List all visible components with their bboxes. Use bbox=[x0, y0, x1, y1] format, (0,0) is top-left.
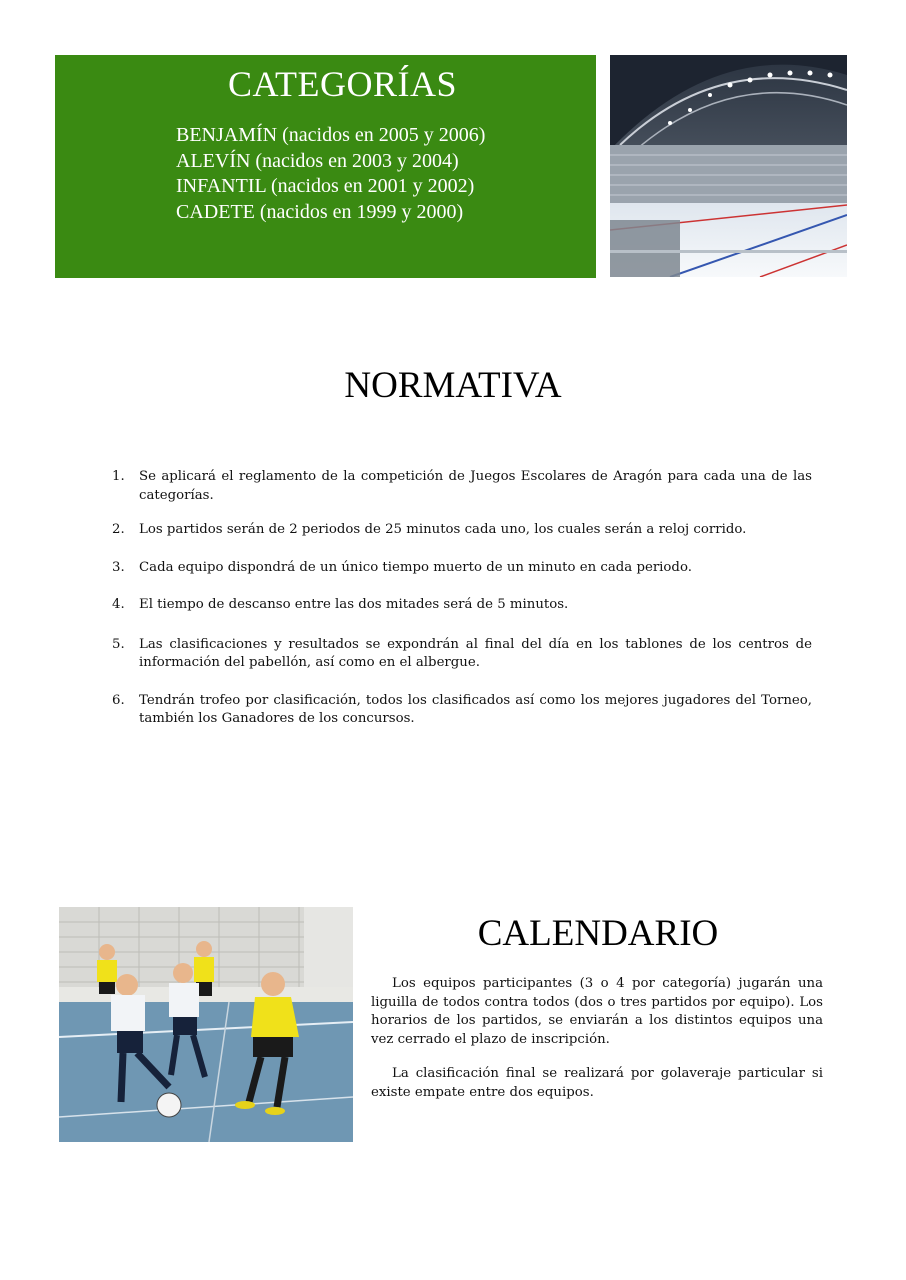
rule-number: 3. bbox=[112, 559, 125, 575]
rule-item bbox=[112, 596, 812, 615]
calendario-paragraph: La clasificación final se realizará por golaveraje particular si existe empate entre dos equipos. bbox=[371, 1066, 823, 1100]
normativa-title: NORMATIVA bbox=[344, 365, 562, 406]
futsal-kids-photo bbox=[59, 907, 353, 1142]
rule-text: Los partidos serán de 2 periodos de 25 minutos cada uno, los cuales serán a reloj corrido. bbox=[139, 522, 747, 537]
categoria-item: ALEVÍN (nacidos en 2003 y 2004) bbox=[176, 149, 459, 172]
rule-number: 6. bbox=[112, 692, 125, 708]
categoria-item: CADETE (nacidos en 1999 y 2000) bbox=[176, 200, 464, 223]
calendario-title: CALENDARIO bbox=[477, 913, 719, 954]
rule-number: 4. bbox=[112, 597, 125, 612]
rule-item bbox=[112, 559, 812, 578]
rule-number: 5. bbox=[112, 636, 125, 652]
rule-text: Cada equipo dispondrá de un único tiempo muerto de un minuto en cada periodo. bbox=[139, 559, 692, 575]
rule-item bbox=[112, 468, 812, 505]
futsal-kids-photo-image bbox=[59, 907, 353, 1142]
categoria-item: INFANTIL (nacidos en 2001 y 2002) bbox=[176, 175, 475, 197]
rule-item bbox=[112, 636, 812, 673]
arena-photo bbox=[610, 55, 847, 277]
categoria-item: BENJAMÍN (nacidos en 2005 y 2006) bbox=[176, 124, 486, 146]
rule-text: Las clasificaciones y resultados se expondrán al final del día en los tablones de los centros de información del pabellón, así como en el albergue. bbox=[139, 636, 812, 670]
categorias-list bbox=[176, 123, 485, 225]
arena-photo-image bbox=[610, 55, 847, 277]
rule-text: El tiempo de descanso entre las dos mitades será de 5 minutos. bbox=[139, 597, 569, 612]
rule-item bbox=[112, 521, 812, 540]
rule-text: Tendrán trofeo por clasificación, todos los clasificados así como los mejores jugadores del Torneo, también los Ganadores de los concursos. bbox=[139, 692, 812, 726]
rule-number: 2. bbox=[112, 522, 125, 537]
calendario-body bbox=[371, 975, 823, 1118]
calendario-paragraph: Los equipos participantes (3 o 4 por categoría) jugarán una liguilla de todos contra todos (dos o tres partidos por equipo). Los horarios de los partidos, se enviarán a los distintos equipos una vez cerrado el plazo de inscripción. bbox=[371, 976, 823, 1047]
rule-text: Se aplicará el reglamento de la competición de Juegos Escolares de Aragón para cada una de las categorías. bbox=[139, 469, 812, 503]
normativa-list bbox=[112, 468, 812, 729]
categorias-title: CATEGORÍAS bbox=[227, 64, 457, 104]
rule-number: 1. bbox=[112, 469, 125, 484]
categorias-box bbox=[55, 55, 596, 278]
rule-item bbox=[112, 692, 812, 729]
